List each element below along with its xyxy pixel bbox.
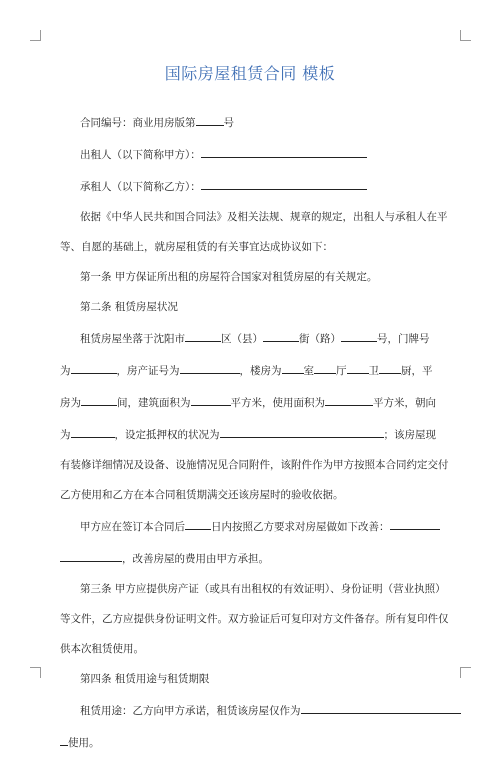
article-2-heading: 第二条 租赁房屋状况 <box>80 301 178 313</box>
bathrooms-blank[interactable] <box>347 362 369 374</box>
usable-area-blank[interactable] <box>325 394 373 406</box>
article-1: 第一条 甲方保证所出租的房屋符合国家对租赁房屋的有关规定。 <box>80 271 378 283</box>
lessor-blank[interactable] <box>201 146 367 158</box>
article-4-line-1: 租赁用途：乙方向甲方承诺，租赁该房屋仅作为 <box>60 702 440 718</box>
article-2-line-2: 为 ，房产证号为 ，楼房为 室 厅 卫 厨，平 <box>60 362 440 378</box>
corner-mark-top-right <box>460 30 471 41</box>
article-2-line-5: 有装修详细情况及设备、设施情况见合同附件，该附件作为甲方按照本合同约定交付 <box>60 459 449 471</box>
article-3-line-3: 供本次租赁使用。 <box>60 643 144 655</box>
door-number-blank[interactable] <box>71 362 117 374</box>
rooms-blank[interactable] <box>282 362 304 374</box>
article-4-heading: 第四条 租赁用途与租赁期限 <box>80 673 210 685</box>
article-3-line-2: 等文件，乙方应提供身份证明文件。双方验证后可复印对方文件备存。所有复印件仅 <box>60 613 449 625</box>
halls-blank[interactable] <box>314 362 336 374</box>
document-title: 国际房屋租赁合同 模板 <box>164 64 336 83</box>
purpose-blank[interactable] <box>301 702 461 714</box>
improvement-content-blank-2[interactable] <box>60 550 122 562</box>
district-blank[interactable] <box>185 330 221 342</box>
lessee-blank[interactable] <box>201 178 367 190</box>
contract-number-blank[interactable] <box>196 114 224 126</box>
mortgage-status-blank[interactable] <box>220 426 384 438</box>
corner-mark-bottom-left <box>30 667 41 678</box>
article-2-line-4: 为 ，设定抵押权的状况为 ；该房屋现 <box>60 426 440 442</box>
article-2-line-7: 甲方应在签订本合同后 日内按照乙方要求对房屋做如下改善： <box>60 518 440 534</box>
improvement-days-blank[interactable] <box>185 518 211 530</box>
contract-number-line: 合同编号：商业用房版第 号 <box>60 114 440 130</box>
article-2-line-3: 房为 间，建筑面积为 平方米，使用面积为 平方米，朝向 <box>60 394 440 410</box>
contract-body <box>60 114 449 766</box>
intro-line-1: 依据《中华人民共和国合同法》及相关法规、规章的规定，出租人与承租人在平 <box>80 211 448 223</box>
article-2-line-1: 租赁房屋坐落于沈阳市 区（县） 街（路） 号，门牌号 <box>60 330 440 346</box>
lessee-line: 承租人（以下简称乙方）： <box>60 178 440 194</box>
street-blank[interactable] <box>263 330 299 342</box>
orientation-blank[interactable] <box>71 426 115 438</box>
article-2-line-6: 乙方使用和乙方在本合同租赁期满交还该房屋时的验收依据。 <box>60 489 344 501</box>
article-3-line-1: 第三条 甲方应提供房产证（或具有出租权的有效证明）、身份证明（营业执照） <box>80 583 446 595</box>
property-cert-blank[interactable] <box>180 362 240 374</box>
building-area-blank[interactable] <box>191 394 231 406</box>
article-4-line-2: 使用。 <box>60 734 440 750</box>
article-2-line-8: ，改善房屋的费用由甲方承担。 <box>60 550 440 566</box>
bungalow-rooms-blank[interactable] <box>81 394 117 406</box>
house-number-blank[interactable] <box>341 330 377 342</box>
intro-line-2: 等、自愿的基础上，就房屋租赁的有关事宜达成协议如下： <box>60 241 333 253</box>
corner-mark-bottom-right <box>460 667 471 678</box>
kitchens-blank[interactable] <box>379 362 401 374</box>
corner-mark-top-left <box>30 30 41 41</box>
purpose-blank-cont[interactable] <box>60 734 68 746</box>
improvement-content-blank-1[interactable] <box>390 518 440 530</box>
lessor-line: 出租人（以下简称甲方）： <box>60 146 440 162</box>
